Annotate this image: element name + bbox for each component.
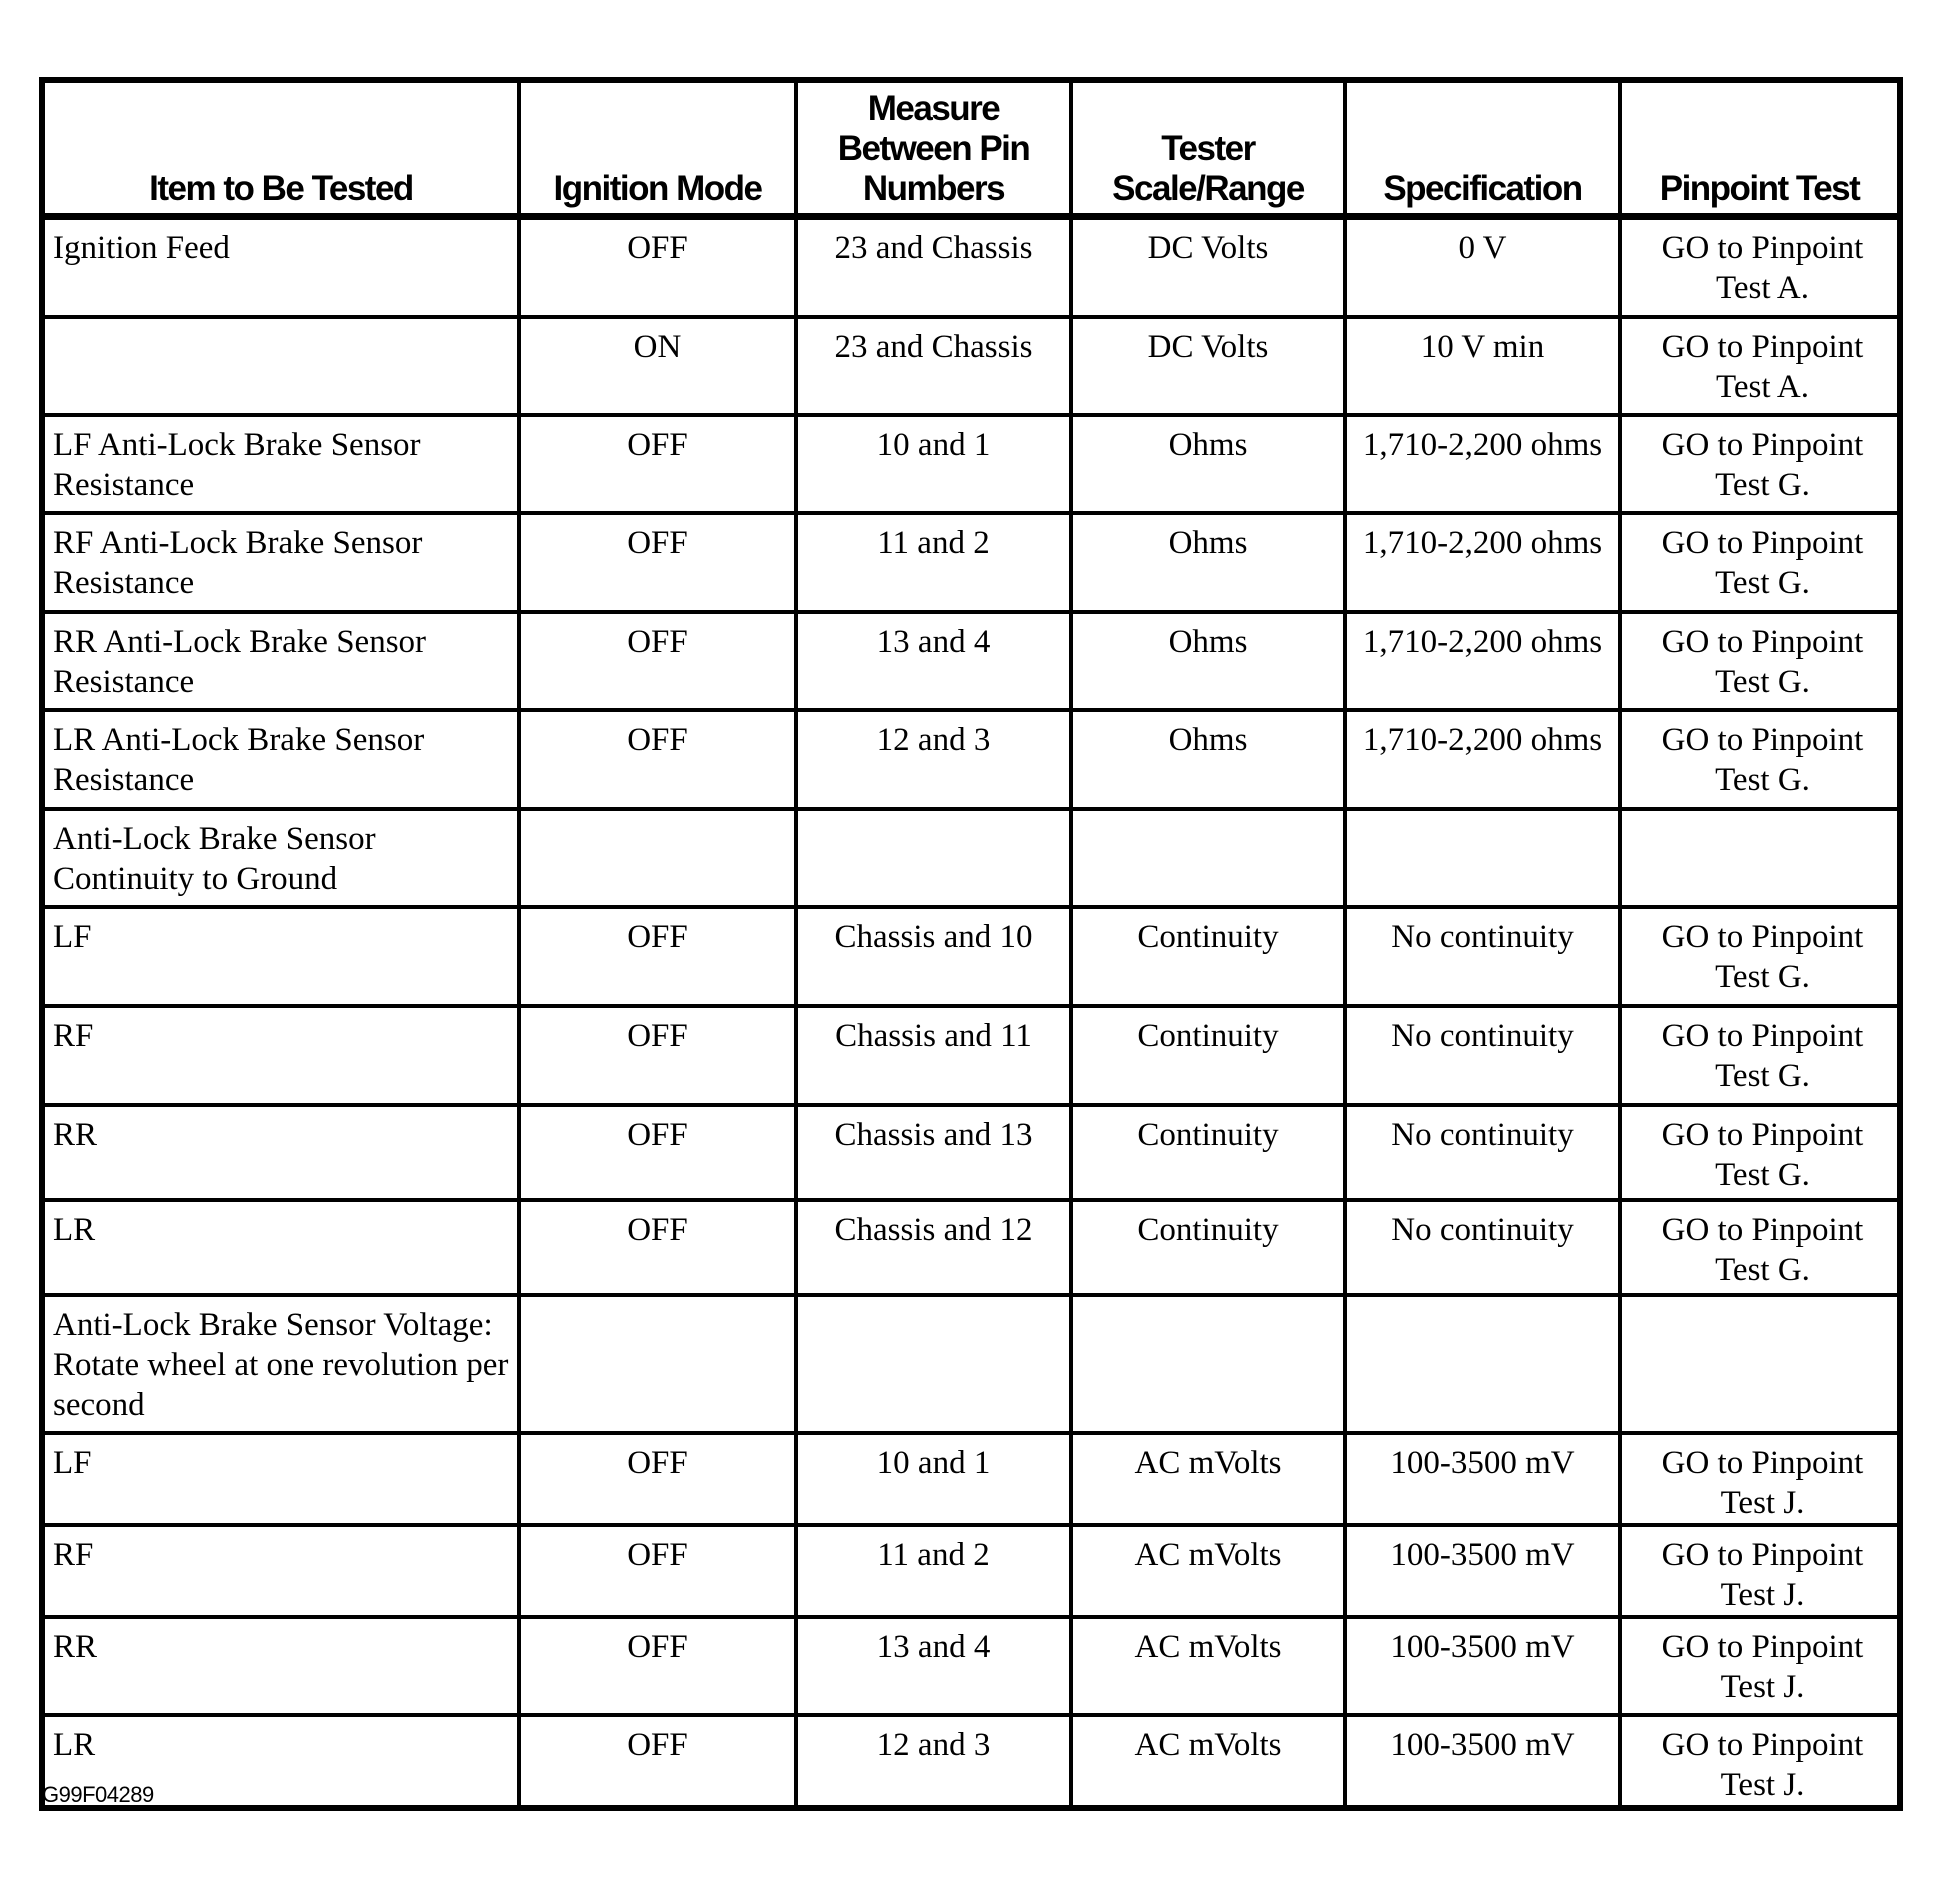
cell-pin-numbers bbox=[796, 1295, 1071, 1433]
cell-pin-numbers: 12 and 3 bbox=[796, 710, 1071, 809]
cell-tester-scale: Continuity bbox=[1071, 907, 1345, 1006]
cell-item: RF bbox=[42, 1006, 519, 1105]
header-specification: Specification bbox=[1345, 80, 1620, 217]
table-row bbox=[42, 317, 1900, 415]
cell-tester-scale: Continuity bbox=[1071, 1105, 1345, 1200]
cell-specification: 0 V bbox=[1345, 217, 1620, 318]
cell-item: RR bbox=[42, 1105, 519, 1200]
cell-item: LR Anti-Lock Brake Sensor Resistance bbox=[42, 710, 519, 809]
cell-item: Anti-Lock Brake Sensor Voltage: Rotate wheel at one revolution per second bbox=[42, 1295, 519, 1433]
cell-ignition-mode: OFF bbox=[519, 217, 796, 318]
cell-pin-numbers: 23 and Chassis bbox=[796, 317, 1071, 415]
cell-pin-numbers: 10 and 1 bbox=[796, 415, 1071, 513]
cell-pinpoint-test: GO to Pinpoint Test G. bbox=[1620, 1200, 1900, 1295]
cell-specification: No continuity bbox=[1345, 1200, 1620, 1295]
cell-pinpoint-test: GO to Pinpoint Test G. bbox=[1620, 415, 1900, 513]
cell-pinpoint-test bbox=[1620, 1295, 1900, 1433]
table-row bbox=[42, 1525, 1900, 1617]
cell-pin-numbers: Chassis and 12 bbox=[796, 1200, 1071, 1295]
cell-specification: 1,710-2,200 ohms bbox=[1345, 513, 1620, 612]
cell-pin-numbers: 13 and 4 bbox=[796, 1617, 1071, 1715]
cell-pinpoint-test: GO to Pinpoint Test G. bbox=[1620, 1006, 1900, 1105]
cell-tester-scale bbox=[1071, 809, 1345, 907]
cell-pin-numbers: 11 and 2 bbox=[796, 513, 1071, 612]
table-row bbox=[42, 1433, 1900, 1525]
cell-pin-numbers: 11 and 2 bbox=[796, 1525, 1071, 1617]
cell-pin-numbers: 10 and 1 bbox=[796, 1433, 1071, 1525]
cell-item: RR bbox=[42, 1617, 519, 1715]
cell-ignition-mode: OFF bbox=[519, 1433, 796, 1525]
cell-ignition-mode: OFF bbox=[519, 1715, 796, 1808]
cell-ignition-mode: OFF bbox=[519, 907, 796, 1006]
cell-item: Ignition Feed bbox=[42, 217, 519, 318]
header-measure-between-pins: Measure Between Pin Numbers bbox=[796, 80, 1071, 217]
cell-tester-scale: AC mVolts bbox=[1071, 1525, 1345, 1617]
cell-pin-numbers: Chassis and 10 bbox=[796, 907, 1071, 1006]
cell-pinpoint-test: GO to Pinpoint Test J. bbox=[1620, 1617, 1900, 1715]
cell-tester-scale: Ohms bbox=[1071, 710, 1345, 809]
table-row bbox=[42, 1105, 1900, 1200]
cell-tester-scale: Continuity bbox=[1071, 1006, 1345, 1105]
cell-specification bbox=[1345, 809, 1620, 907]
header-tester-scale-range: Tester Scale/Range bbox=[1071, 80, 1345, 217]
table-row bbox=[42, 1617, 1900, 1715]
cell-specification: No continuity bbox=[1345, 907, 1620, 1006]
test-specification-table bbox=[39, 77, 1903, 1811]
cell-item: LF bbox=[42, 907, 519, 1006]
cell-specification: 100-3500 mV bbox=[1345, 1433, 1620, 1525]
cell-pin-numbers: Chassis and 13 bbox=[796, 1105, 1071, 1200]
header-ignition-mode: Ignition Mode bbox=[519, 80, 796, 217]
cell-item bbox=[42, 317, 519, 415]
table-row bbox=[42, 513, 1900, 612]
cell-specification: 10 V min bbox=[1345, 317, 1620, 415]
cell-tester-scale: Continuity bbox=[1071, 1200, 1345, 1295]
cell-specification: 1,710-2,200 ohms bbox=[1345, 710, 1620, 809]
cell-pinpoint-test: GO to Pinpoint Test G. bbox=[1620, 612, 1900, 710]
cell-item: LF Anti-Lock Brake Sensor Resistance bbox=[42, 415, 519, 513]
table-row bbox=[42, 1200, 1900, 1295]
header-item-to-be-tested: Item to Be Tested bbox=[42, 80, 519, 217]
cell-item: LF bbox=[42, 1433, 519, 1525]
cell-pin-numbers: Chassis and 11 bbox=[796, 1006, 1071, 1105]
cell-tester-scale: DC Volts bbox=[1071, 217, 1345, 318]
cell-ignition-mode: OFF bbox=[519, 513, 796, 612]
cell-specification: No continuity bbox=[1345, 1105, 1620, 1200]
cell-tester-scale bbox=[1071, 1295, 1345, 1433]
cell-ignition-mode: OFF bbox=[519, 1200, 796, 1295]
cell-item: LR bbox=[42, 1200, 519, 1295]
cell-pinpoint-test: GO to Pinpoint Test J. bbox=[1620, 1525, 1900, 1617]
cell-ignition-mode: OFF bbox=[519, 710, 796, 809]
table-row bbox=[42, 710, 1900, 809]
cell-pinpoint-test: GO to Pinpoint Test G. bbox=[1620, 710, 1900, 809]
cell-item: LR bbox=[42, 1715, 519, 1808]
cell-pin-numbers: 23 and Chassis bbox=[796, 217, 1071, 318]
header-row bbox=[42, 80, 1900, 217]
cell-item: RF Anti-Lock Brake Sensor Resistance bbox=[42, 513, 519, 612]
cell-specification: 100-3500 mV bbox=[1345, 1617, 1620, 1715]
cell-ignition-mode: OFF bbox=[519, 612, 796, 710]
cell-specification: 1,710-2,200 ohms bbox=[1345, 415, 1620, 513]
cell-ignition-mode bbox=[519, 809, 796, 907]
cell-tester-scale: Ohms bbox=[1071, 513, 1345, 612]
cell-pinpoint-test: GO to Pinpoint Test G. bbox=[1620, 907, 1900, 1006]
cell-tester-scale: DC Volts bbox=[1071, 317, 1345, 415]
table-row bbox=[42, 1715, 1900, 1808]
cell-item: Anti-Lock Brake Sensor Continuity to Ground bbox=[42, 809, 519, 907]
cell-item: RF bbox=[42, 1525, 519, 1617]
table-row bbox=[42, 1295, 1900, 1433]
cell-tester-scale: AC mVolts bbox=[1071, 1617, 1345, 1715]
cell-pinpoint-test bbox=[1620, 809, 1900, 907]
cell-ignition-mode: OFF bbox=[519, 1105, 796, 1200]
cell-ignition-mode bbox=[519, 1295, 796, 1433]
cell-pin-numbers: 12 and 3 bbox=[796, 1715, 1071, 1808]
header-pinpoint-test: Pinpoint Test bbox=[1620, 80, 1900, 217]
cell-pin-numbers bbox=[796, 809, 1071, 907]
cell-pinpoint-test: GO to Pinpoint Test G. bbox=[1620, 1105, 1900, 1200]
cell-ignition-mode: OFF bbox=[519, 415, 796, 513]
table-row bbox=[42, 809, 1900, 907]
table-row bbox=[42, 217, 1900, 318]
cell-pin-numbers: 13 and 4 bbox=[796, 612, 1071, 710]
table-row bbox=[42, 415, 1900, 513]
cell-pinpoint-test: GO to Pinpoint Test J. bbox=[1620, 1715, 1900, 1808]
cell-specification: 1,710-2,200 ohms bbox=[1345, 612, 1620, 710]
cell-tester-scale: AC mVolts bbox=[1071, 1433, 1345, 1525]
cell-pinpoint-test: GO to Pinpoint Test G. bbox=[1620, 513, 1900, 612]
cell-specification: 100-3500 mV bbox=[1345, 1525, 1620, 1617]
cell-pinpoint-test: GO to Pinpoint Test J. bbox=[1620, 1433, 1900, 1525]
table-row bbox=[42, 907, 1900, 1006]
cell-tester-scale: AC mVolts bbox=[1071, 1715, 1345, 1808]
cell-ignition-mode: OFF bbox=[519, 1006, 796, 1105]
cell-item: RR Anti-Lock Brake Sensor Resistance bbox=[42, 612, 519, 710]
cell-ignition-mode: OFF bbox=[519, 1617, 796, 1715]
cell-tester-scale: Ohms bbox=[1071, 415, 1345, 513]
figure-id: G99F04289 bbox=[42, 1782, 154, 1807]
table-row bbox=[42, 1006, 1900, 1105]
cell-specification: No continuity bbox=[1345, 1006, 1620, 1105]
cell-ignition-mode: ON bbox=[519, 317, 796, 415]
cell-specification bbox=[1345, 1295, 1620, 1433]
cell-pinpoint-test: GO to Pinpoint Test A. bbox=[1620, 217, 1900, 318]
cell-pinpoint-test: GO to Pinpoint Test A. bbox=[1620, 317, 1900, 415]
table-row bbox=[42, 612, 1900, 710]
cell-tester-scale: Ohms bbox=[1071, 612, 1345, 710]
cell-ignition-mode: OFF bbox=[519, 1525, 796, 1617]
cell-specification: 100-3500 mV bbox=[1345, 1715, 1620, 1808]
